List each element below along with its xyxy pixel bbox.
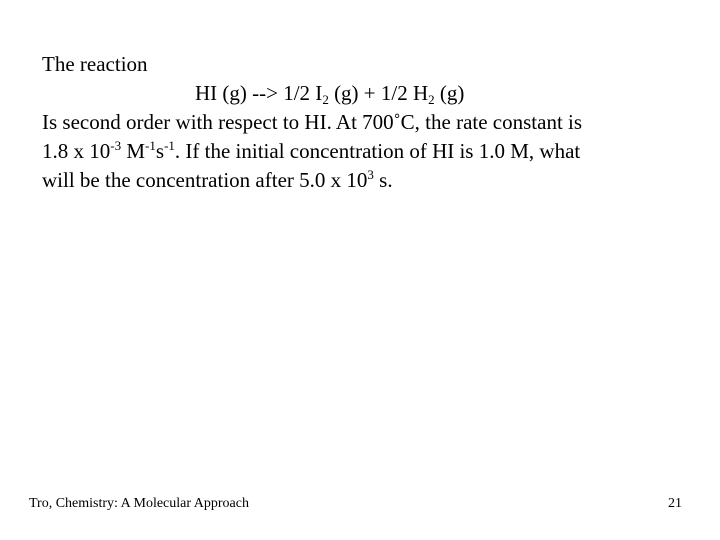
exponent-1: -3	[110, 138, 122, 153]
initial-concentration-text: . If the initial concentration of HI is 1.0 M, what	[174, 139, 581, 163]
unit-s: s	[155, 139, 165, 163]
intro-text: The reaction	[42, 52, 148, 76]
page-number: 21	[668, 496, 682, 511]
rate-constant-value: 1.8 x 10	[42, 139, 111, 163]
equation-middle: (g) + 1/2 H	[328, 81, 429, 105]
exponent-3: -1	[164, 138, 175, 153]
footer-source: Tro, Chemistry: A Molecular Approach	[29, 496, 249, 511]
equation-end: (g)	[434, 81, 465, 105]
unit-m: M	[121, 139, 146, 163]
rate-constant-line	[42, 137, 682, 166]
equation-reactant: HI (g) --> 1/2 I	[195, 81, 323, 105]
intro-line	[42, 50, 682, 79]
exponent-2: -1	[145, 138, 156, 153]
rate-order-line	[42, 108, 682, 137]
problem-text	[42, 50, 682, 195]
time-exponent: 3	[367, 167, 374, 182]
reaction-equation	[42, 79, 682, 108]
question-text: will be the concentration after 5.0 x 10	[42, 168, 368, 192]
equation-subscript-1: 2	[322, 92, 329, 107]
equation-subscript-2: 2	[428, 92, 435, 107]
rate-order-text: Is second order with respect to HI. At 700˚C, the rate constant is	[42, 110, 583, 134]
question-line	[42, 166, 682, 195]
question-end: s.	[373, 168, 393, 192]
